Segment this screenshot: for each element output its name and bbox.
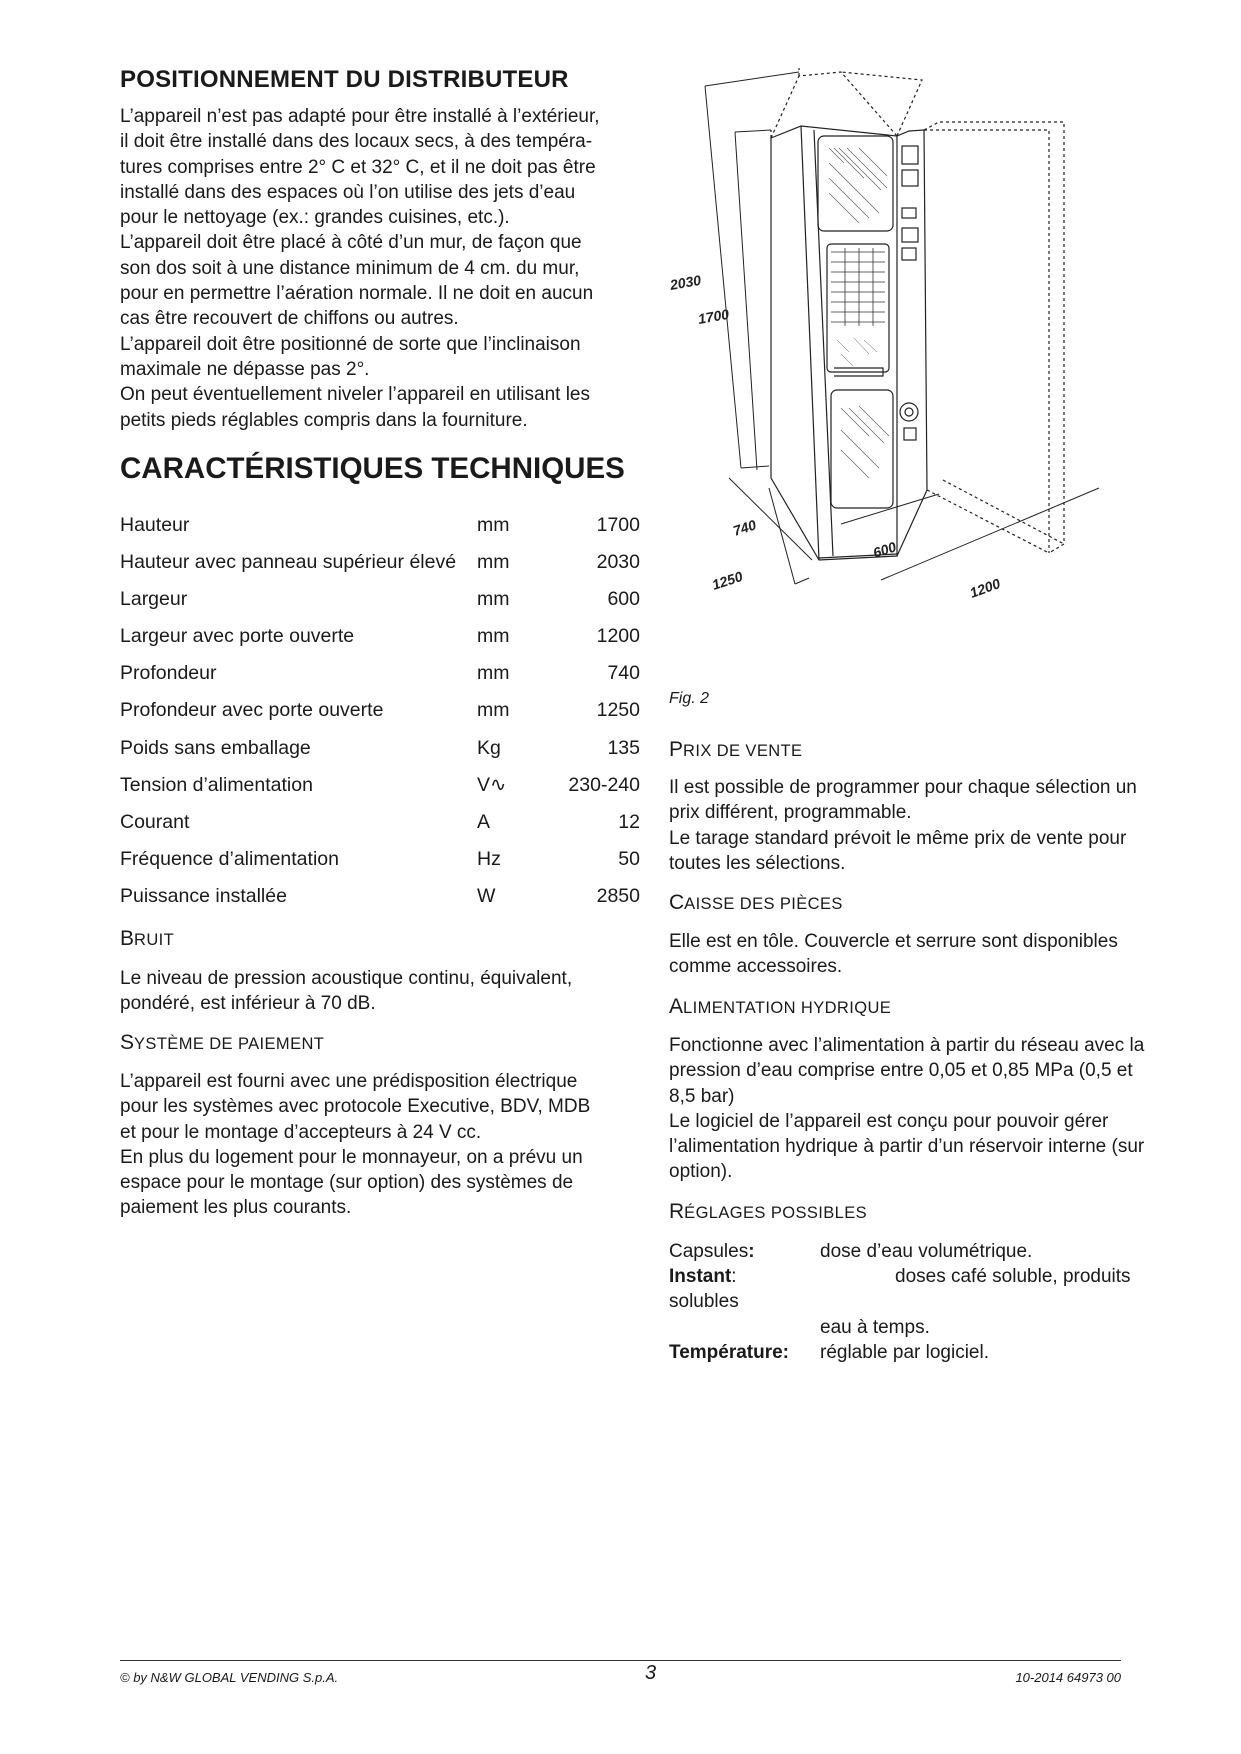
title-rest: RIX DE VENTE [683, 742, 803, 760]
spec-label: Profondeur [120, 662, 217, 685]
spec-label: Largeur [120, 588, 188, 611]
text-line: L’appareil est fourni avec une prédisposition électrique [120, 1071, 578, 1092]
spec-label: Largeur avec porte ouverte [120, 625, 355, 648]
text-line: maximale ne dépasse pas 2°. [120, 358, 370, 380]
positioning-title: POSITIONNEMENT DU DISTRIBUTEUR [120, 66, 569, 93]
text-line: Le tarage standard prévoit le même prix de vente pour [669, 827, 1127, 849]
figure-caption: Fig. 2 [669, 690, 710, 707]
footer-doc-code: 10-2014 64973 00 [1015, 1670, 1121, 1685]
spec-value: 12 [618, 810, 640, 833]
price-text [669, 775, 1137, 876]
text-line: pour en permettre l’aération normale. Il ne doit en aucun [120, 283, 594, 305]
spec-row [120, 878, 640, 915]
title-initial: B [120, 927, 135, 950]
spec-unit: mm [477, 625, 510, 648]
spec-value: 2030 [596, 551, 640, 574]
settings-capsules-value: dose d’eau volumétrique. [820, 1241, 1033, 1262]
text-line: Le logiciel de l’appareil est conçu pour pouvoir gérer [669, 1110, 1109, 1132]
dim-1700-line [735, 132, 757, 470]
spec-label: Hauteur avec panneau supérieur élevé [120, 551, 457, 574]
spec-row [120, 767, 640, 804]
text-line: Elle est en tôle. Couvercle et serrure sont disponibles [669, 931, 1118, 952]
text-line: L’appareil n’est pas adapté pour être installé à l’extérieur, [120, 106, 600, 127]
text-line: prix différent, programmable. [669, 802, 912, 824]
machine-body [771, 126, 927, 560]
text-line: L’appareil doit être placé à côté d’un mur, de façon que [120, 232, 582, 254]
text-line: espace pour le montage (sur option) des systèmes de [120, 1172, 574, 1194]
dim-label-740: 740 [730, 516, 759, 539]
spec-row [120, 507, 640, 544]
title-rest: RUIT [134, 931, 175, 949]
spec-label: Hauteur [120, 514, 190, 536]
text-line: L’appareil doit être positionné de sorte que l’inclinaison [120, 333, 581, 355]
title-rest: AISSE DES PIÈCES [684, 895, 843, 913]
text-line: petits pieds réglables compris dans la fourniture. [120, 409, 528, 431]
spec-label: Puissance installée [120, 884, 287, 907]
noise-text [120, 966, 572, 1017]
settings-capsules-key: Capsules: [669, 1241, 755, 1262]
text-line: comme accessoires. [669, 956, 843, 978]
spec-unit: mm [477, 588, 510, 611]
spec-value: 1200 [596, 625, 640, 648]
raised-panel-outline [771, 68, 922, 138]
payment-text [120, 1069, 590, 1221]
text-line: pour le nettoyage (ex.: grandes cuisines, etc.). [120, 207, 510, 229]
dim-label-1200: 1200 [967, 575, 1003, 601]
title-initial: A [669, 995, 684, 1018]
spec-unit: mm [477, 551, 510, 574]
spec-unit: W [477, 884, 496, 907]
settings-temperature-key: Température: [669, 1342, 790, 1363]
spec-label: Poids sans emballage [120, 736, 311, 759]
open-door-outline [924, 122, 1064, 553]
text-line: En plus du logement pour le monnayeur, on a prévu un [120, 1146, 583, 1168]
text-line: pression d’eau comprise entre 0,05 et 0,85 MPa (0,5 et [669, 1060, 1133, 1082]
spec-unit: Hz [477, 847, 501, 870]
specs-table [120, 507, 640, 915]
text-line: toutes les sélections. [669, 852, 846, 874]
cashbox-title [669, 891, 843, 915]
settings-instant-value: doses café soluble, produits [895, 1266, 1131, 1287]
specs-title: CARACTÉRISTIQUES TECHNIQUES [120, 452, 625, 485]
text-line: pour les systèmes avec protocole Executive, BDV, MDB [120, 1096, 591, 1118]
noise-title [120, 927, 174, 951]
spec-row [120, 804, 640, 841]
footer-copyright: © by N&W GLOBAL VENDING S.p.A. [120, 1670, 339, 1685]
spec-value: 2850 [596, 884, 640, 907]
dim-label-600: 600 [870, 538, 899, 561]
payment-title [120, 1031, 324, 1055]
text-line: son dos soit à une distance minimum de 4 cm. du mur, [120, 257, 580, 279]
title-initial: S [120, 1031, 135, 1054]
spec-value: 600 [607, 588, 640, 611]
settings-temperature-value: réglable par logiciel. [820, 1342, 989, 1363]
spec-label: Fréquence d’alimentation [120, 847, 339, 870]
title-initial: C [669, 891, 685, 914]
text-line: On peut éventuellement niveler l’appareil en utilisant les [120, 384, 590, 406]
spec-unit: mm [477, 662, 510, 685]
spec-value: 135 [607, 736, 640, 759]
title-rest: LIMENTATION HYDRIQUE [683, 999, 892, 1017]
spec-row [120, 655, 640, 692]
spec-row [120, 841, 640, 878]
spec-unit: A [477, 810, 491, 833]
water-text [669, 1033, 1144, 1185]
spec-unit: Kg [477, 736, 501, 759]
positioning-text [120, 104, 640, 433]
price-title [669, 738, 802, 762]
text-line: 8,5 bar) [669, 1085, 735, 1107]
dim-label-1700: 1700 [696, 305, 731, 327]
water-title [669, 995, 891, 1019]
text-line: Fonctionne avec l’alimentation à partir du réseau avec la [669, 1035, 1145, 1056]
spec-unit: V∿ [477, 773, 507, 796]
text-line: paiement les plus courants. [120, 1197, 352, 1219]
spec-value: 230-240 [568, 773, 640, 796]
dim-label-1250: 1250 [709, 568, 745, 593]
spec-label: Profondeur avec porte ouverte [120, 699, 384, 722]
spec-value: 740 [607, 662, 640, 685]
spec-row [120, 692, 640, 729]
spec-label: Courant [120, 810, 190, 833]
spec-row [120, 618, 640, 655]
text-line: pondéré, est inférieur à 70 dB. [120, 993, 376, 1015]
spec-unit: mm [477, 699, 510, 722]
spec-value: 1700 [596, 514, 640, 536]
title-rest: YSTÈME DE PAIEMENT [134, 1035, 325, 1053]
text-line: il doit être installé dans des locaux secs, à des tempéra- [120, 131, 593, 153]
dim-label-2030: 2030 [669, 271, 703, 293]
text-line: Le niveau de pression acoustique continu, équivalent, [120, 968, 573, 989]
text-line: Il est possible de programmer pour chaque sélection un [669, 777, 1137, 798]
cashbox-text [669, 929, 1118, 980]
text-line: cas être recouvert de chiffons ou autres. [120, 308, 459, 330]
spec-unit: mm [477, 514, 510, 536]
spec-value: 1250 [596, 699, 640, 722]
text-line: tures comprises entre 2° C et 32° C, et il ne doit pas être [120, 156, 596, 178]
page-number: 3 [645, 1662, 657, 1684]
spec-label: Tension d’alimentation [120, 773, 313, 796]
spec-row [120, 581, 640, 618]
spec-value: 50 [618, 847, 640, 870]
title-initial: P [669, 738, 684, 761]
footer-divider [120, 1660, 1121, 1661]
text-line: option). [669, 1161, 733, 1183]
text-line: l’alimentation hydrique à partir d’un réservoir interne (sur [669, 1136, 1145, 1158]
settings-instant-continuation: solubles [669, 1291, 739, 1312]
text-line: installé dans des espaces où l’on utilise des jets d’eau [120, 181, 576, 203]
vending-machine-diagram [669, 68, 1139, 668]
settings-instant-key: Instant: [669, 1266, 737, 1287]
title-initial: R [669, 1200, 685, 1223]
title-rest: ÉGLAGES POSSIBLES [684, 1204, 868, 1222]
settings-title [669, 1200, 867, 1224]
settings-instant-value-2: eau à temps. [820, 1317, 930, 1338]
text-line: et pour le montage d’accepteurs à 24 V cc. [120, 1121, 482, 1143]
spec-row [120, 544, 640, 581]
spec-row [120, 730, 640, 767]
